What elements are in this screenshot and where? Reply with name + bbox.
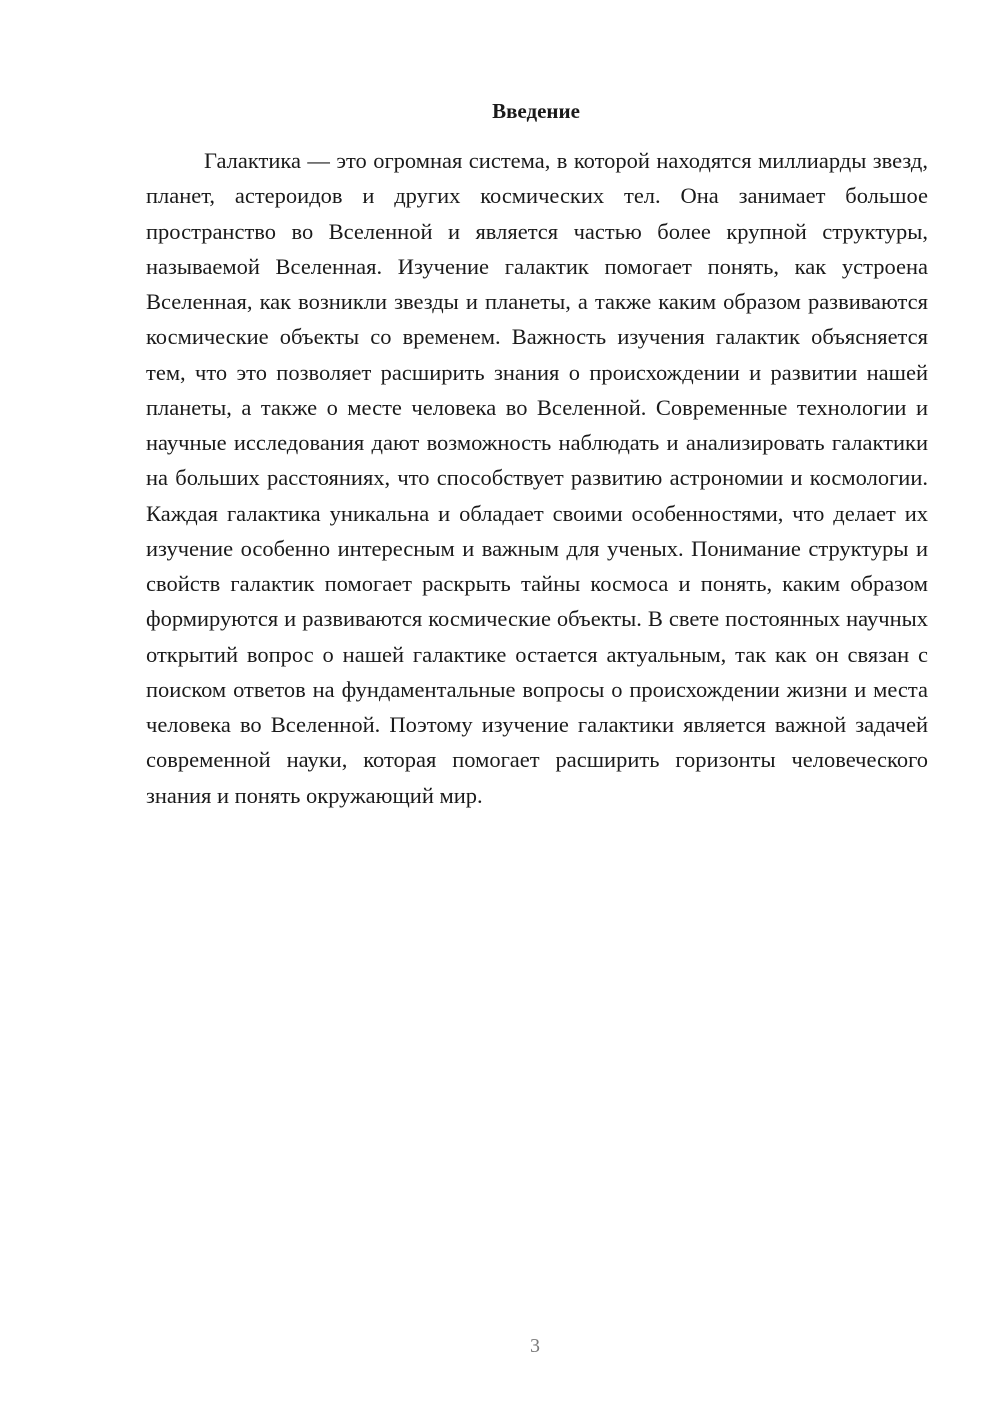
page-number: 3 xyxy=(530,1335,540,1357)
section-heading: Введение xyxy=(492,99,580,123)
body-paragraph: Галактика — это огромная система, в которой находятся миллиарды звезд, планет, астероидов и других космических тел. Она занимает большое пространство во Вселенной и является частью более крупной структуры, называемой Вселенная. Изучение галактик помогает понять, как устроена Вселенная, как возникли звезды и планеты, а также каким образом развиваются космические объекты со временем. Важность изучения галактик объясняется тем, что это позволяет расширить знания о происхождении и развитии нашей планеты, а также о месте человека во Вселенной. Современные технологии и научные исследования дают возможность наблюдать и анализировать галактики на больших расстояниях, что способствует развитию астрономии и космологии. Каждая галактика уникальна и обладает своими особенностями, что делает их изучение особенно интересным и важным для ученых. Понимание структуры и свойств галактик помогает раскрыть тайны космоса и понять, каким образом формируются и развиваются космические объекты. В свете постоянных научных открытий вопрос о нашей галактике остается актуальным, так как он связан с поиском ответов на фундаментальные вопросы о происхождении жизни и места человека во Вселенной. Поэтому изучение галактики является важной задачей современной науки, которая помогает расширить горизонты человеческого знания и понять окружающий мир. xyxy=(146,148,928,808)
